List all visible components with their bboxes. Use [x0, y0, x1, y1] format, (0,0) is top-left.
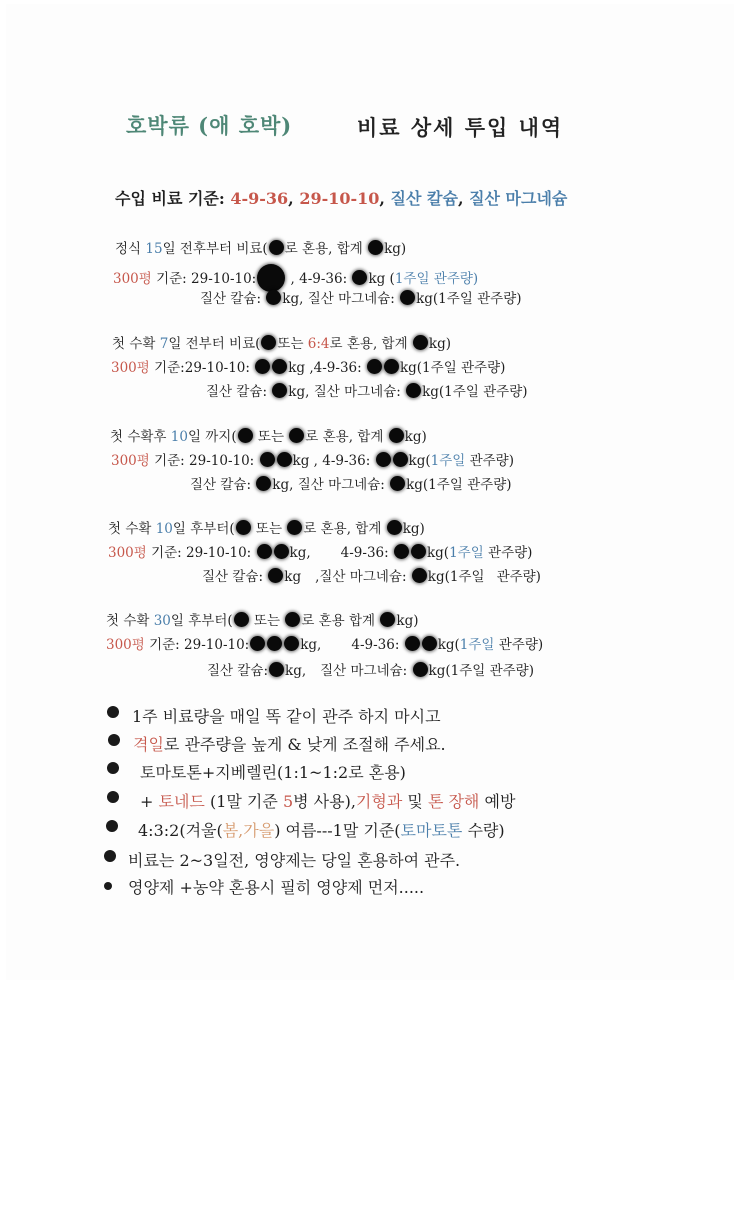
note-text: 비료는 2~3일전, 영양제는 당일 혼용하여 관주.: [128, 851, 461, 870]
bullet-dot: [107, 762, 119, 774]
note-text: +: [140, 792, 159, 811]
redaction-mark: [289, 428, 304, 443]
text: 일 전후부터 비료(: [162, 241, 268, 257]
day-number: 30: [153, 613, 171, 629]
day-number: 10: [155, 521, 173, 537]
redaction-mark: [387, 520, 402, 535]
redaction-mark: [236, 520, 251, 535]
text: kg): [384, 241, 407, 257]
text: 첫 수확후: [110, 429, 171, 445]
separator: ,: [379, 189, 391, 208]
note-highlight: 격일: [133, 735, 164, 754]
section-nitrate-line: [202, 568, 541, 586]
redaction-mark: [406, 383, 421, 398]
note-highlight: 봄,가을: [222, 821, 275, 840]
redaction-mark: [272, 359, 287, 374]
area-label: 300평: [106, 637, 145, 653]
section-dose-line: [111, 452, 514, 470]
text: kg: [284, 569, 302, 585]
text: 로 혼용, 합계: [284, 241, 368, 257]
week-label: 1주일: [459, 637, 495, 653]
note-item: [132, 706, 441, 728]
fertilizer-standard-line: [115, 186, 567, 209]
section-dose-line: [113, 264, 478, 292]
note-item: [128, 850, 460, 872]
text: , 4-9-36:: [286, 271, 352, 287]
text: ,질산 마그네슘:: [315, 569, 411, 585]
text: 질산 칼슘:: [190, 477, 256, 493]
area-label: 300평: [108, 545, 147, 561]
text: kg,: [289, 545, 311, 561]
redaction-mark: [257, 264, 285, 292]
area-label: 300평: [111, 453, 150, 469]
text: 로 혼용, 합계: [303, 521, 386, 537]
note-text: 1주 비료량을 매일 똑 같이 관주 하지 마시고: [132, 707, 441, 726]
separator: ,: [288, 189, 300, 208]
text: 기준: 29-10-10:: [151, 271, 257, 287]
redaction-mark: [285, 612, 300, 627]
text: 관주량): [494, 637, 544, 653]
section-dose-line: [106, 636, 543, 654]
note-text: ) 여름---1말 기준(: [274, 821, 401, 840]
fertilizer-calcium-nitrate: 질산 칼슘: [390, 189, 458, 208]
redaction-mark: [238, 428, 253, 443]
day-number: 7: [159, 336, 169, 352]
redaction-mark: [412, 568, 427, 583]
redaction-mark: [261, 335, 276, 350]
ratio: 6:4: [307, 336, 330, 352]
redaction-mark: [405, 636, 420, 651]
bullet-dot: [108, 734, 120, 746]
text: 질산 마그네슘:: [320, 663, 412, 679]
text: 관주량): [465, 453, 514, 469]
text: kg, 질산 마그네슘:: [288, 384, 406, 400]
text: 일 후부터(: [172, 521, 235, 537]
note-highlight: 토네드: [158, 792, 205, 811]
area-label: 300평: [111, 360, 150, 376]
note-text: (1말 기준: [204, 792, 283, 811]
note-item: [138, 820, 505, 842]
day-number: 10: [170, 429, 188, 445]
note-text: 영양제 +농약 혼용시 필히 영양제 먼저.....: [128, 878, 425, 897]
note-text: 및: [402, 792, 428, 811]
section-nitrate-line: [200, 290, 522, 308]
text: kg: [288, 360, 306, 376]
redaction-mark: [384, 359, 399, 374]
text: 관주량): [483, 545, 533, 561]
text: 또는: [251, 521, 287, 537]
text: 로 혼용, 합계: [329, 336, 412, 352]
text: kg(: [408, 453, 431, 469]
section-heading: [112, 335, 451, 353]
fertilizer-4-9-36: 4-9-36: [230, 189, 289, 208]
redaction-mark: [400, 290, 415, 305]
text: 일 까지(: [187, 429, 237, 445]
redaction-mark: [255, 359, 270, 374]
redaction-mark: [269, 662, 284, 677]
text: 정식: [115, 241, 146, 257]
section-nitrate-line: [190, 476, 512, 494]
note-item: [140, 791, 515, 813]
section-nitrate-line: [207, 662, 534, 680]
note-highlight: 기형과: [355, 792, 403, 811]
text: 기준: 29-10-10:: [146, 545, 256, 561]
redaction-mark: [250, 636, 265, 651]
text: kg): [402, 521, 425, 537]
section-heading: [115, 240, 406, 258]
redaction-mark: [390, 476, 405, 491]
section-heading: [108, 520, 425, 538]
redaction-mark: [368, 240, 383, 255]
text: 4-9-36:: [351, 637, 404, 653]
section-nitrate-line: [206, 383, 528, 401]
note-highlight: 톤 장해: [427, 792, 480, 811]
text: kg,: [300, 637, 322, 653]
text: 질산 칼슘:: [206, 384, 272, 400]
text: 일 후부터(: [170, 613, 233, 629]
redaction-mark: [284, 636, 299, 651]
text: kg(1주일 관주량): [399, 360, 506, 376]
redaction-mark: [411, 544, 426, 559]
text: kg(1주일 관주량): [428, 663, 534, 679]
redaction-mark: [277, 452, 292, 467]
week-label: 1주일: [394, 271, 430, 287]
text: 첫 수확: [112, 336, 160, 352]
redaction-mark: [268, 568, 283, 583]
redaction-mark: [260, 452, 275, 467]
text: 일 전부터 비료(: [168, 336, 261, 352]
note-text: 예방: [479, 792, 516, 811]
section-dose-line: [108, 544, 532, 562]
redaction-mark: [272, 383, 287, 398]
redaction-mark: [422, 636, 437, 651]
day-number: 15: [145, 241, 163, 257]
fertilizer-magnesium-nitrate: 질산 마그네슘: [469, 189, 568, 208]
text: 질산 칼슘:: [202, 569, 268, 585]
text: 기준:29-10-10:: [149, 360, 255, 376]
text: 로 혼용 합계: [301, 613, 380, 629]
document-title: [0, 110, 740, 150]
redaction-mark: [380, 612, 395, 627]
title-main: 비료 상세 투입 내역: [357, 115, 564, 140]
redaction-mark: [367, 359, 382, 374]
text: kg(1주일 관주량): [416, 291, 522, 307]
text: kg (: [368, 271, 395, 287]
note-highlight: 토마토톤: [400, 821, 463, 840]
redaction-mark: [413, 662, 428, 677]
week-label: 1주일: [430, 453, 466, 469]
bullet-dot: [106, 820, 118, 832]
text: kg(1주일 관주량): [422, 384, 528, 400]
text: kg): [404, 429, 427, 445]
bullet-dot: [104, 850, 116, 862]
text: 또는: [253, 429, 289, 445]
redaction-mark: [393, 452, 408, 467]
note-highlight: 5: [282, 792, 294, 811]
note-text: 병 사용),: [293, 792, 356, 811]
bullet-dot: [107, 706, 119, 718]
text: kg(: [426, 545, 450, 561]
text: 질산 칼슘:: [200, 291, 266, 307]
area-label: 300평: [113, 271, 152, 287]
text: 또는: [277, 336, 308, 352]
text: kg , 4-9-36:: [292, 453, 375, 469]
redaction-mark: [389, 428, 404, 443]
note-text: 토마토톤+지베렐린(1:1~1:2로 혼용): [140, 763, 406, 782]
standard-label: 수입 비료 기준:: [115, 189, 231, 208]
text: 질산 칼슘:: [207, 663, 269, 679]
text: ,4-9-36:: [305, 360, 366, 376]
section-heading: [110, 428, 427, 446]
redaction-mark: [256, 476, 271, 491]
redaction-mark: [394, 544, 409, 559]
section-dose-line: [111, 359, 505, 377]
text: kg,: [285, 663, 307, 679]
redaction-mark: [352, 270, 367, 285]
redaction-mark: [267, 636, 282, 651]
text: 또는: [249, 613, 285, 629]
text: 관주량): [429, 271, 479, 287]
text: kg, 질산 마그네슘:: [272, 477, 390, 493]
note-text: 수량): [462, 821, 505, 840]
note-item: [128, 877, 424, 899]
note-item: [133, 734, 446, 756]
text: 4-9-36:: [340, 545, 393, 561]
redaction-mark: [376, 452, 391, 467]
text: 첫 수확: [106, 613, 154, 629]
text: 기준: 29-10-10:: [144, 637, 250, 653]
separator: ,: [457, 189, 470, 208]
text: 첫 수확: [108, 521, 156, 537]
note-text: 4:3:2(겨울(: [138, 821, 223, 840]
text: kg(1주일 관주량): [406, 477, 512, 493]
redaction-mark: [413, 335, 428, 350]
redaction-mark: [274, 544, 289, 559]
text: kg(: [437, 637, 460, 653]
section-heading: [106, 612, 419, 630]
redaction-mark: [266, 290, 281, 305]
bullet-dot: [107, 791, 119, 803]
text: 기준: 29-10-10:: [149, 453, 259, 469]
redaction-mark: [287, 520, 302, 535]
note-text: 로 관주량을 높게 & 낮게 조절해 주세요.: [163, 735, 446, 754]
crop-name: 호박류 (애 호박): [126, 113, 293, 138]
text: kg(1주일: [427, 569, 485, 585]
text: 관주량): [496, 569, 541, 585]
text: kg, 질산 마그네슘:: [282, 291, 400, 307]
redaction-mark: [257, 544, 272, 559]
text: kg): [396, 613, 419, 629]
redaction-mark: [234, 612, 249, 627]
text: 로 혼용, 합계: [305, 429, 388, 445]
week-label: 1주일: [449, 545, 484, 561]
fertilizer-29-10-10: 29-10-10: [299, 189, 380, 208]
note-item: [140, 762, 406, 784]
text: kg): [428, 336, 451, 352]
bullet-dot: [104, 882, 112, 890]
redaction-mark: [269, 240, 284, 255]
